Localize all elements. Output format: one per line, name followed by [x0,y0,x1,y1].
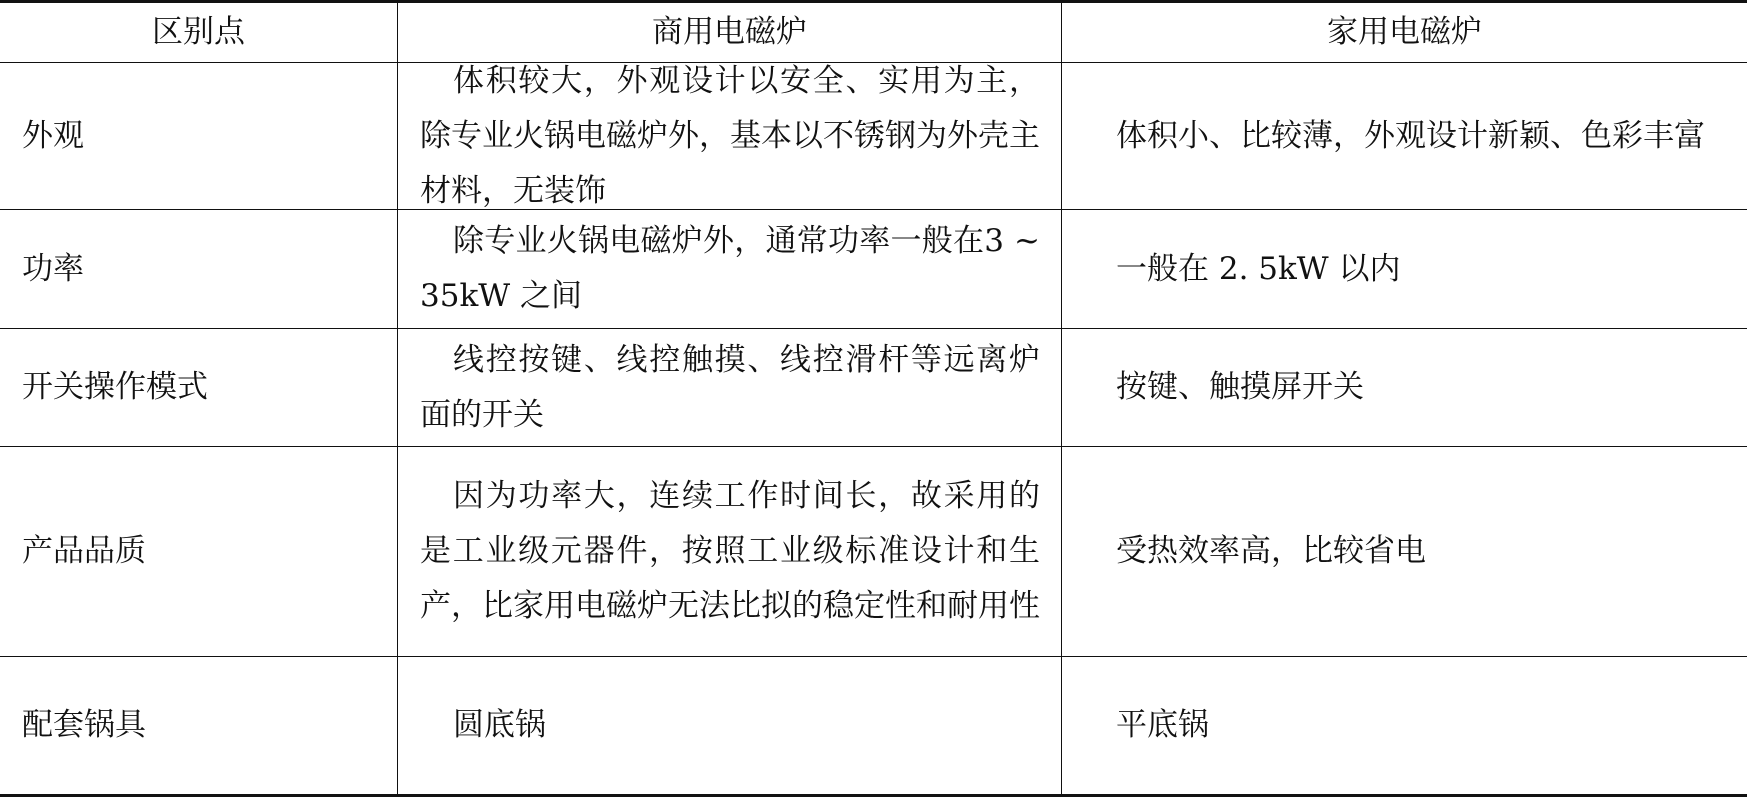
household-cell: 按键、触摸屏开关 [1116,369,1364,405]
household-cell: 平底锅 [1116,707,1209,743]
row-label-cell: 产品品质 [22,533,146,569]
row-label-cell: 配套锅具 [22,707,146,743]
header-cell-household: 家用电磁炉 [1327,14,1482,50]
row-label-cell: 功率 [22,250,84,287]
commercial-cell: 线控按键、线控触摸、线控滑杆等远离炉面的开关 [420,341,1040,433]
household-cell: 一般在 2. 5kW 以内 [1116,250,1401,287]
table-bottom-rule [0,794,1747,797]
household-cell: 受热效率高，比较省电 [1116,533,1426,569]
row-label-cell: 外观 [22,117,84,154]
commercial-cell: 体积较大，外观设计以安全、实用为主，除专业火锅电磁炉外，基本以不锈钢为外壳主材料，无装饰 [420,62,1040,209]
header-cell-point: 区别点 [152,14,245,50]
household-cell: 体积小、比较薄，外观设计新颖、色彩丰富 [1116,117,1705,154]
commercial-cell: 因为功率大，连续工作时间长，故采用的是工业级元器件，按照工业级标准设计和生产，比家用电磁炉无法比拟的稳定性和耐用性 [420,478,1040,624]
commercial-cell: 圆底锅 [453,707,546,743]
header-cell-commercial: 商用电磁炉 [652,14,807,50]
commercial-cell: 除专业火锅电磁炉外，通常功率一般在3 ~ 35kW 之间 [420,223,1040,314]
column-divider [1061,0,1062,797]
column-divider [397,0,398,797]
row-label-cell: 开关操作模式 [22,369,208,405]
